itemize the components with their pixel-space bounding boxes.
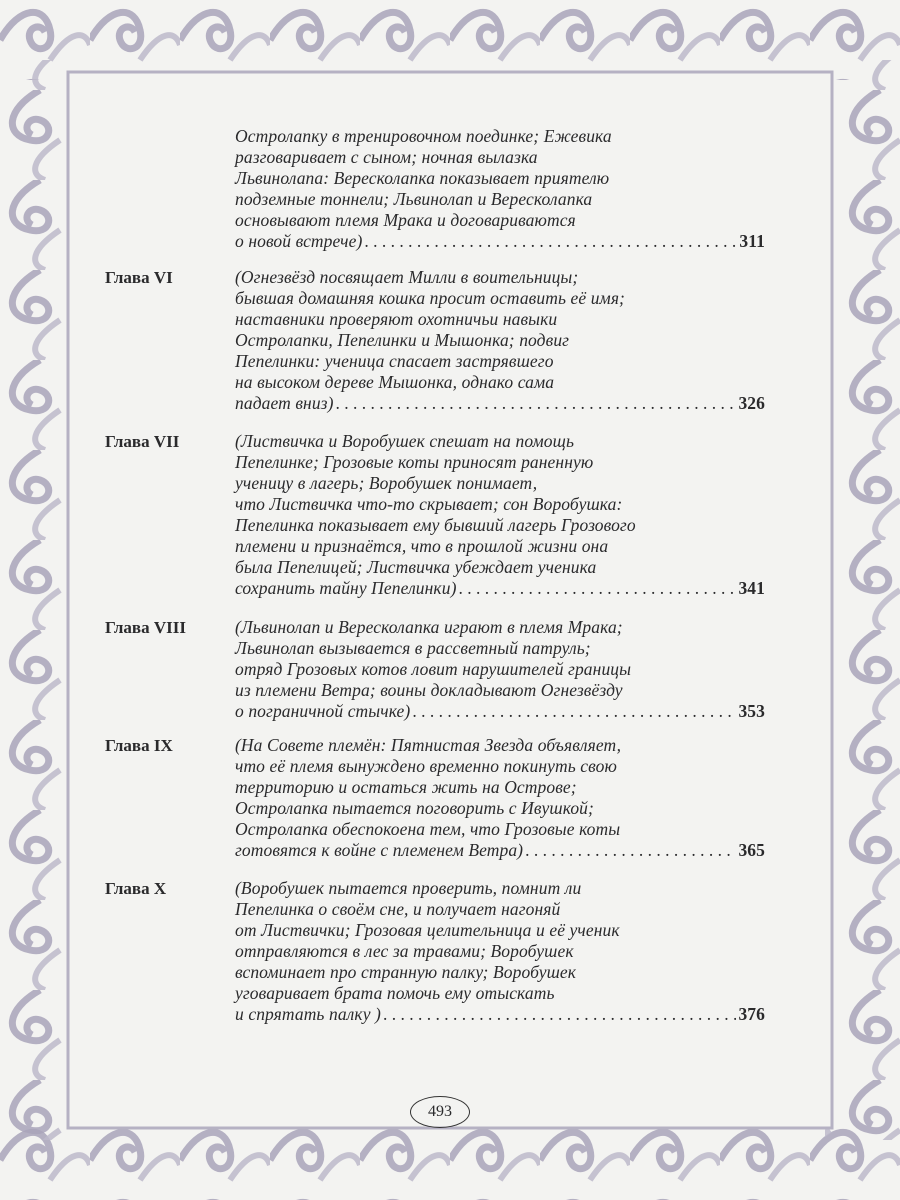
page-ref: 365 <box>738 840 765 860</box>
summary-line: отряд Грозовых котов ловит нарушителей границы <box>235 659 632 679</box>
summary-line: вспоминает про странную палку; Воробушек <box>235 962 577 982</box>
summary-line: Пепелинка показывает ему бывший лагерь Грозового <box>235 515 636 535</box>
chapter-label: Глава VII <box>105 432 180 451</box>
summary-line: Остролапку в тренировочном поединке; Ежевика <box>235 126 612 146</box>
summary-line: ученицу в лагерь; Воробушек понимает, <box>235 473 538 493</box>
page-ref: 353 <box>738 701 765 721</box>
summary-line: наставники проверяют охотничьи навыки <box>235 309 558 329</box>
chapter-label: Глава VI <box>105 268 173 287</box>
summary-line: Львинолап вызывается в рассветный патруль; <box>235 638 591 658</box>
summary-line: Остролапка пытается поговорить с Ивушкой; <box>235 798 594 818</box>
chapter-label: Глава X <box>105 879 167 898</box>
summary-line: Львинолапа: Вересколапка показывает приятелю <box>235 168 610 188</box>
summary-line: Остролапка обеспокоена тем, что Грозовые коты <box>235 819 621 839</box>
summary-line: территорию и остаться жить на Острове; <box>235 777 577 797</box>
page-ref: 311 <box>739 231 765 251</box>
page-ref: 376 <box>738 1004 765 1024</box>
page-ref: 341 <box>738 578 765 598</box>
summary-line: (Листвичка и Воробушек спешат на помощь <box>235 431 575 451</box>
dot-leader <box>459 578 737 599</box>
dot-leader <box>525 840 736 861</box>
summary-line: о новой встрече) <box>235 231 363 251</box>
summary-line: (На Совете племён: Пятнистая Звезда объявляет, <box>235 735 622 755</box>
summary-line: бывшая домашняя кошка просит оставить её имя; <box>235 288 625 308</box>
dot-leader <box>383 1004 736 1025</box>
summary-line: (Огнезвёзд посвящает Милли в воительницы; <box>235 267 579 287</box>
page-ref: 326 <box>738 393 765 413</box>
summary-line: сохранить тайну Пепелинки) <box>235 578 457 598</box>
summary-line: уговаривает брата помочь ему отыскать <box>235 983 555 1003</box>
summary-line: отправляются в лес за травами; Воробушек <box>235 941 574 961</box>
summary-line: Пепелинка о своём сне, и получает нагоняй <box>235 899 561 919</box>
summary-line: от Листвички; Грозовая целительница и её ученик <box>235 920 620 940</box>
summary-line: основывают племя Мрака и договариваются <box>235 210 576 230</box>
summary-line: была Пепелицей; Листвичка убеждает ученика <box>235 557 597 577</box>
summary-line: на высоком дереве Мышонка, однако сама <box>235 372 555 392</box>
page-number: 493 <box>410 1096 470 1128</box>
chapter-label: Глава VIII <box>105 618 186 637</box>
summary-line: Пепелинки: ученица спасает застрявшего <box>235 351 554 371</box>
summary-line: падает вниз) <box>235 393 334 413</box>
summary-line: разговаривает с сыном; ночная вылазка <box>235 147 538 167</box>
summary-line: (Львинолап и Вересколапка играют в племя Мрака; <box>235 617 623 637</box>
summary-line: что Листвичка что-то скрывает; сон Воробушка: <box>235 494 623 514</box>
summary-line: из племени Ветра; воины докладывают Огнезвёзду <box>235 680 623 700</box>
summary-line: подземные тоннели; Львинолап и Вересколапка <box>235 189 593 209</box>
summary-line: что её племя вынуждено временно покинуть свою <box>235 756 617 776</box>
summary-line: о пограничной стычке) <box>235 701 411 721</box>
dot-leader <box>336 393 737 414</box>
summary-line: Пепелинке; Грозовые коты приносят раненную <box>235 452 594 472</box>
summary-line: племени и признаётся, что в прошлой жизни она <box>235 536 609 556</box>
dot-leader <box>364 231 737 252</box>
summary-line: (Воробушек пытается проверить, помнит ли <box>235 878 582 898</box>
summary-line: Остролапки, Пепелинки и Мышонка; подвиг <box>235 330 570 350</box>
summary-line: готовятся к войне с племенем Ветра) <box>235 840 524 860</box>
chapter-label: Глава IX <box>105 736 173 755</box>
summary-line: и спрятать палку ) <box>235 1004 381 1024</box>
dot-leader <box>412 701 736 722</box>
